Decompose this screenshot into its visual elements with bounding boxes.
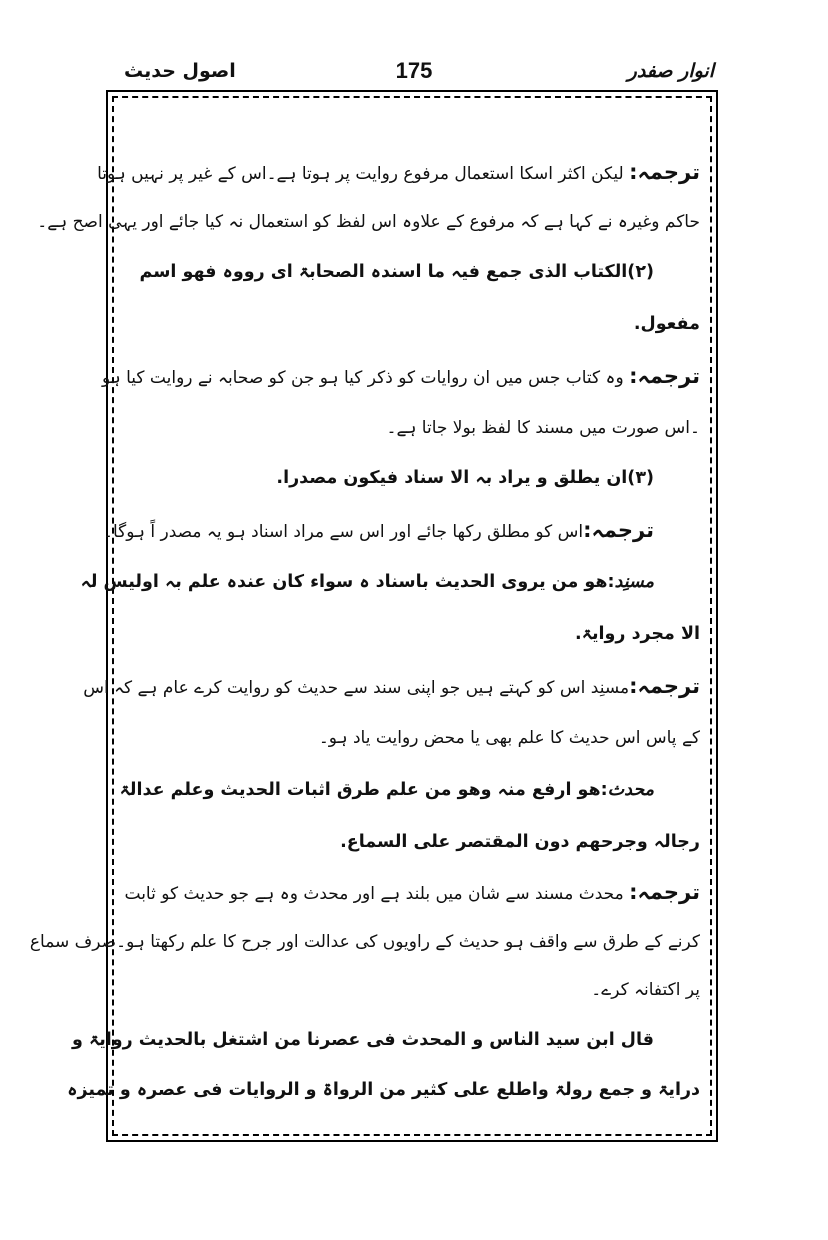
text-line — [124, 878, 700, 908]
text-line — [124, 976, 700, 1006]
translation-label: ترجمہ: — [583, 518, 654, 542]
arabic-line — [67, 1076, 700, 1106]
line-text: محدث مسند سے شان میں بلند ہے اور محدث وہ ہے جو حدیث کو ثابت — [124, 884, 630, 904]
arabic-line — [71, 1026, 700, 1056]
line-text: (۳)ان یطلق و یراد بہ الا سناد فیکون مصدرا. — [276, 468, 654, 488]
translation-label: ترجمہ: — [629, 364, 700, 388]
page-header — [110, 58, 718, 90]
arabic-line — [124, 258, 700, 288]
term-musnid: مسنِد — [614, 572, 654, 592]
text-line — [102, 516, 700, 546]
line-text: ۔اس صورت میں مسند کا لفظ بولا جاتا ہے۔ — [386, 418, 700, 438]
arabic-line — [124, 310, 700, 340]
text-line — [29, 928, 700, 958]
header-book-title: انوار صفدر — [627, 60, 714, 82]
line-text: لیکن اکثر اسکا استعمال مرفوع روایت پر ہوتا ہے۔اس کے غیر پر نہیں ہوتا — [97, 164, 630, 184]
arabic-line — [124, 828, 700, 858]
translation-label: ترجمہ: — [629, 880, 700, 904]
line-text: کرنے کے طرق سے واقف ہو حدیث کے راویوں کی عدالت اور جرح کا علم رکھتا ہو۔صرف سماع — [29, 932, 700, 952]
line-text: قال ابن سید الناس و المحدث فی عصرنا من اشتغل بالحدیث روایۃ و — [71, 1030, 654, 1050]
line-text: پر اکتفانہ کرے۔ — [591, 980, 700, 1000]
arabic-line — [119, 776, 700, 806]
text-line — [37, 208, 700, 238]
line-text: درایۃ و جمع رولۃ واطلع علی کثیر من الرواۃ و الروایات فی عصرہ و تمیزہ — [67, 1080, 700, 1100]
line-text: مفعول. — [633, 314, 700, 334]
page-number: 175 — [395, 58, 433, 83]
line-text: الا مجرد روایۃ. — [575, 624, 700, 644]
arabic-line — [124, 620, 700, 650]
text-line — [124, 724, 700, 754]
text-line — [97, 158, 700, 188]
text-line — [83, 672, 700, 702]
term-muhaddith: محدث — [607, 780, 654, 800]
arabic-line — [124, 464, 700, 494]
text-line — [101, 362, 700, 392]
line-text: وہ کتاب جس میں ان روایات کو ذکر کیا ہو جن کو صحابہ نے روایت کیا ہو — [101, 368, 630, 388]
translation-label: ترجمہ: — [629, 160, 700, 184]
line-text: حاکم وغیرہ نے کہا ہے کہ مرفوع کے علاوہ اس لفظ کو استعمال نہ کیا جائے اور یہی اصح ہے۔ — [37, 212, 700, 232]
translation-label: ترجمہ: — [629, 674, 700, 698]
text-line — [124, 414, 700, 444]
line-text: اس کو مطلق رکھا جائے اور اس سے مراد اسناد ہو یہ مصدر اً ہوگا۔ — [102, 522, 584, 542]
arabic-line — [80, 568, 700, 598]
line-text: مسنِد اس کو کہتے ہیں جو اپنی سند سے حدیث کو روایت کرے عام ہے کہ اس — [83, 678, 630, 698]
header-chapter-title: اصول حدیث — [124, 60, 236, 82]
line-text: رجالہ وجرحھم دون المقتصر علی السماع. — [340, 832, 700, 852]
line-text: کے پاس اس حدیث کا علم بھی یا محض روایت یاد ہو۔ — [318, 728, 700, 748]
line-text: :ھو ارفع منہ وھو من علم طرق اثبات الحدیث وعلم عدالۃ — [119, 780, 608, 800]
line-text: :ھو من یروی الحدیث باسناد ہ سواء کان عندہ علم بہ اولیس لہ — [80, 572, 615, 592]
line-text: (۲)الکتاب الذی جمع فیہ ما اسندہ الصحابۃ ای رووہ فھو اسم — [139, 262, 654, 282]
